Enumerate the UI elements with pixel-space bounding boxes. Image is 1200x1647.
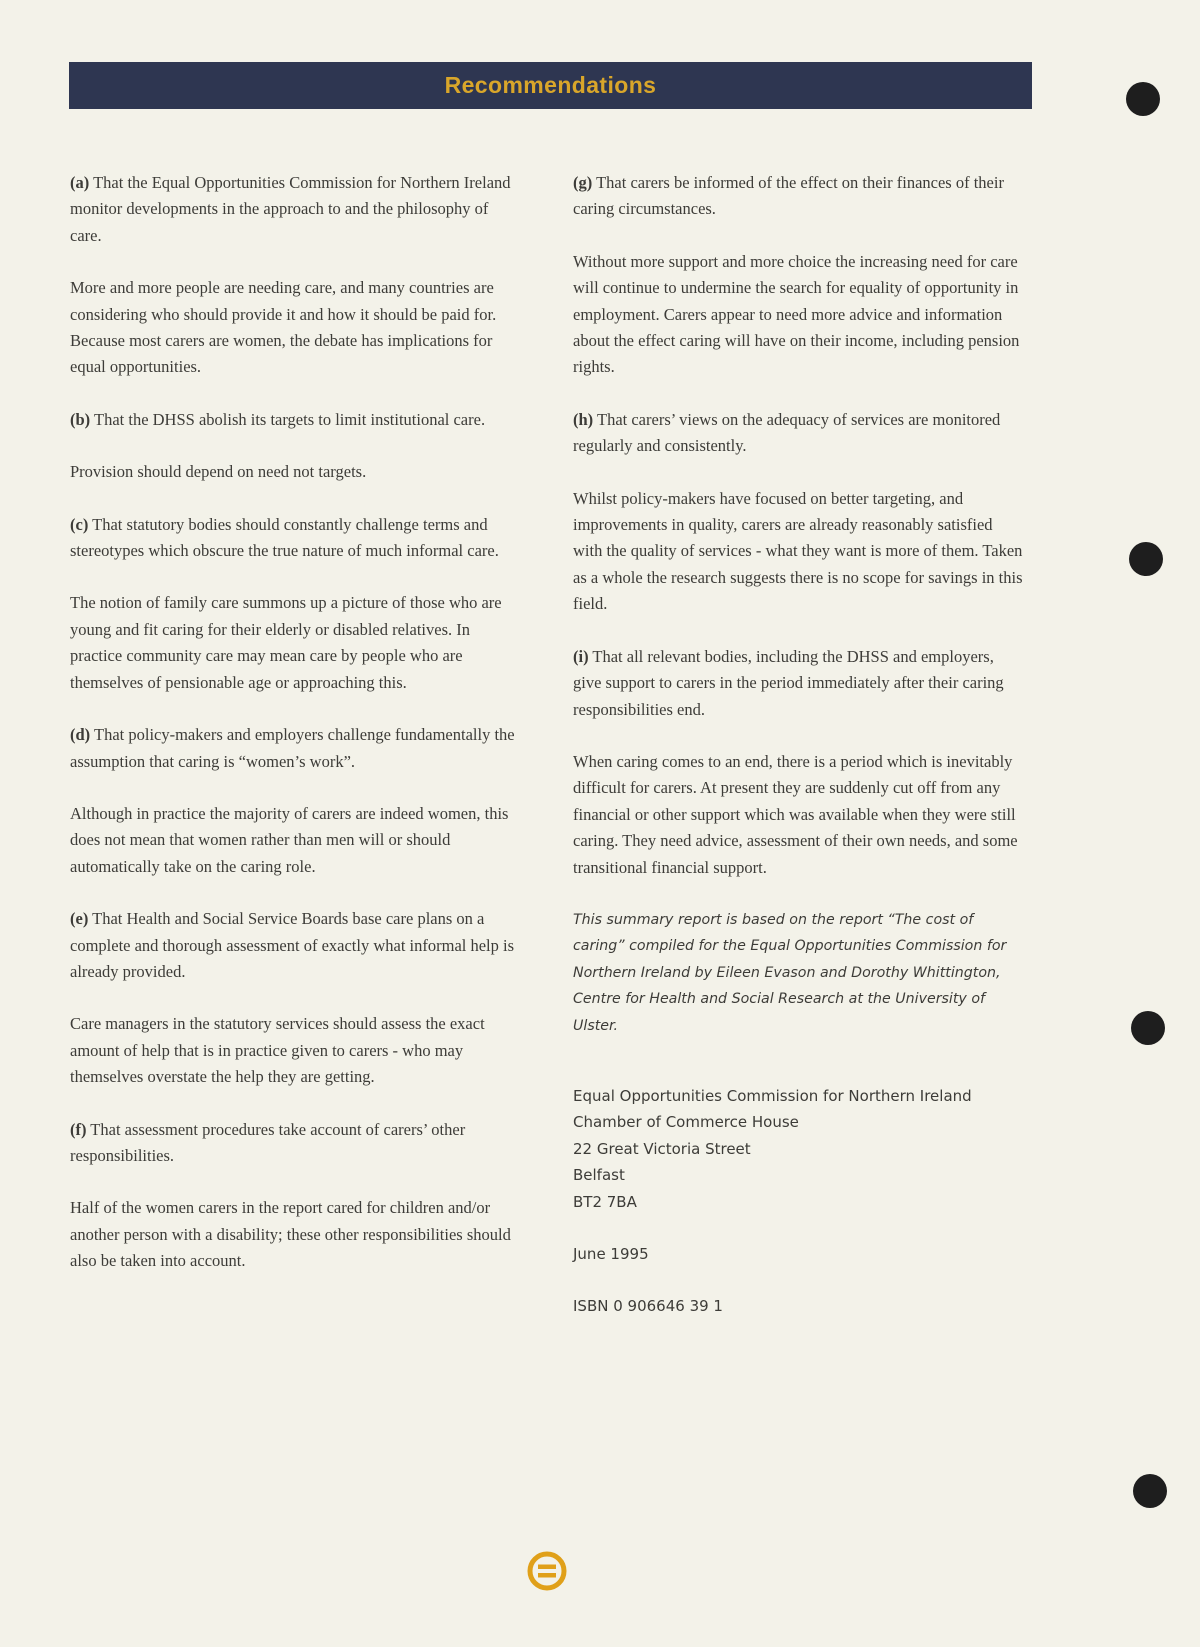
- summary-note: This summary report is based on the report “The cost of caring” compiled for the Equal Opportunities Commission for Northern Ireland by Eileen Evason and Dorothy Whittington, Centre for Health and Social Research at the University of Ulster.: [573, 911, 1007, 1034]
- right-column: [573, 170, 1023, 1346]
- paragraph: More and more people are needing care, and many countries are considering who should provide it and how it should be paid for. Because most carers are women, the debate has implications for equal opportunities.: [70, 278, 497, 377]
- recommendation-text: That statutory bodies should constantly challenge terms and stereotypes which obscure the true nature of much informal care.: [70, 514, 499, 561]
- paragraph: When caring comes to an end, there is a period which is inevitably difficult for carers. At present they are suddenly cut off from any financial or other support which was available when they were still caring. They need advice, assessment of their own needs, and some transitional financial support.: [573, 751, 1018, 877]
- recommendation-text: That all relevant bodies, including the DHSS and employers, give support to carers in the period immediately after their caring responsibilities end.: [573, 646, 1004, 719]
- recommendation-letter: (b): [70, 409, 91, 429]
- recommendation-a: [70, 170, 520, 249]
- publication-date: June 1995: [573, 1245, 649, 1263]
- address-line: BT2 7BA: [573, 1192, 637, 1211]
- recommendation-text: That assessment procedures take account of carers’ other responsibilities.: [70, 1119, 466, 1165]
- recommendation-letter: (f): [70, 1119, 87, 1139]
- punch-hole: [1131, 1011, 1165, 1045]
- recommendation-e: [70, 906, 520, 985]
- paragraph: Provision should depend on need not targets.: [70, 462, 367, 482]
- address-line: 22 Great Victoria Street: [573, 1139, 751, 1158]
- paragraph: Care managers in the statutory services should assess the exact amount of help that is in practice given to carers - who may themselves overstate the help they are getting.: [70, 1014, 485, 1087]
- paragraph: The notion of family care summons up a picture of those who are young and fit caring for their elderly or disabled relatives. In practice community care may mean care by people who are themselves of pensionable age or approaching this.: [70, 593, 502, 692]
- recommendation-g: [573, 170, 1023, 223]
- paragraph: Although in practice the majority of carers are indeed women, this does not mean that women rather than men will or should automatically take on the caring role.: [70, 803, 509, 876]
- punch-hole: [1129, 542, 1163, 576]
- recommendation-i: [573, 644, 1023, 723]
- recommendation-letter: (e): [70, 909, 89, 929]
- recommendation-text: That policy-makers and employers challenge fundamentally the assumption that caring is “women’s work”.: [70, 725, 515, 771]
- recommendation-text: That the DHSS abolish its targets to limit institutional care.: [90, 409, 486, 429]
- isbn: ISBN 0 906646 39 1: [573, 1297, 723, 1316]
- left-column: [70, 170, 520, 1301]
- recommendation-d: [70, 722, 520, 775]
- recommendation-letter: (g): [573, 173, 593, 192]
- recommendation-letter: (c): [70, 514, 89, 534]
- punch-hole: [1133, 1474, 1167, 1508]
- recommendation-text: That carers’ views on the adequacy of services are monitored regularly and consistently.: [573, 409, 1001, 456]
- recommendation-f: [70, 1117, 520, 1170]
- address-line: Chamber of Commerce House: [573, 1113, 799, 1132]
- paragraph: Half of the women carers in the report cared for children and/or another person with a disability; these other responsibilities should also be taken into account.: [70, 1198, 511, 1271]
- header-banner: [69, 62, 1032, 109]
- recommendation-letter: (i): [573, 646, 589, 666]
- address-line: Belfast: [573, 1166, 625, 1185]
- recommendation-b: [70, 407, 520, 433]
- recommendation-text: That the Equal Opportunities Commission for Northern Ireland monitor developments in the approach to and the philosophy of care.: [70, 173, 511, 245]
- recommendation-text: That carers be informed of the effect on their finances of their caring circumstances.: [573, 173, 1004, 219]
- paragraph: Without more support and more choice the increasing need for care will continue to undermine the search for equality of opportunity in employment. Carers appear to need more advice and information about the effect caring will have on their income, including pension rights.: [573, 251, 1020, 377]
- punch-hole: [1126, 82, 1160, 116]
- address-line: Equal Opportunities Commission for Northern Ireland: [573, 1086, 972, 1105]
- recommendation-c: [70, 512, 520, 565]
- recommendation-letter: (d): [70, 725, 91, 745]
- equality-logo-icon: [527, 1551, 567, 1591]
- recommendation-letter: (a): [70, 173, 90, 192]
- page-title: Recommendations: [444, 72, 657, 98]
- recommendation-text: That Health and Social Service Boards base care plans on a complete and thorough assessment of exactly what informal help is already provided.: [70, 909, 515, 981]
- recommendation-letter: (h): [573, 409, 594, 429]
- contact-address: [573, 1083, 1023, 1215]
- recommendation-h: [573, 407, 1023, 460]
- paragraph: Whilst policy-makers have focused on better targeting, and improvements in quality, carers are already reasonably satisfied with the quality of services - what they want is more of them. Taken as a whole the research suggests there is no scope for savings in this field.: [573, 488, 1023, 614]
